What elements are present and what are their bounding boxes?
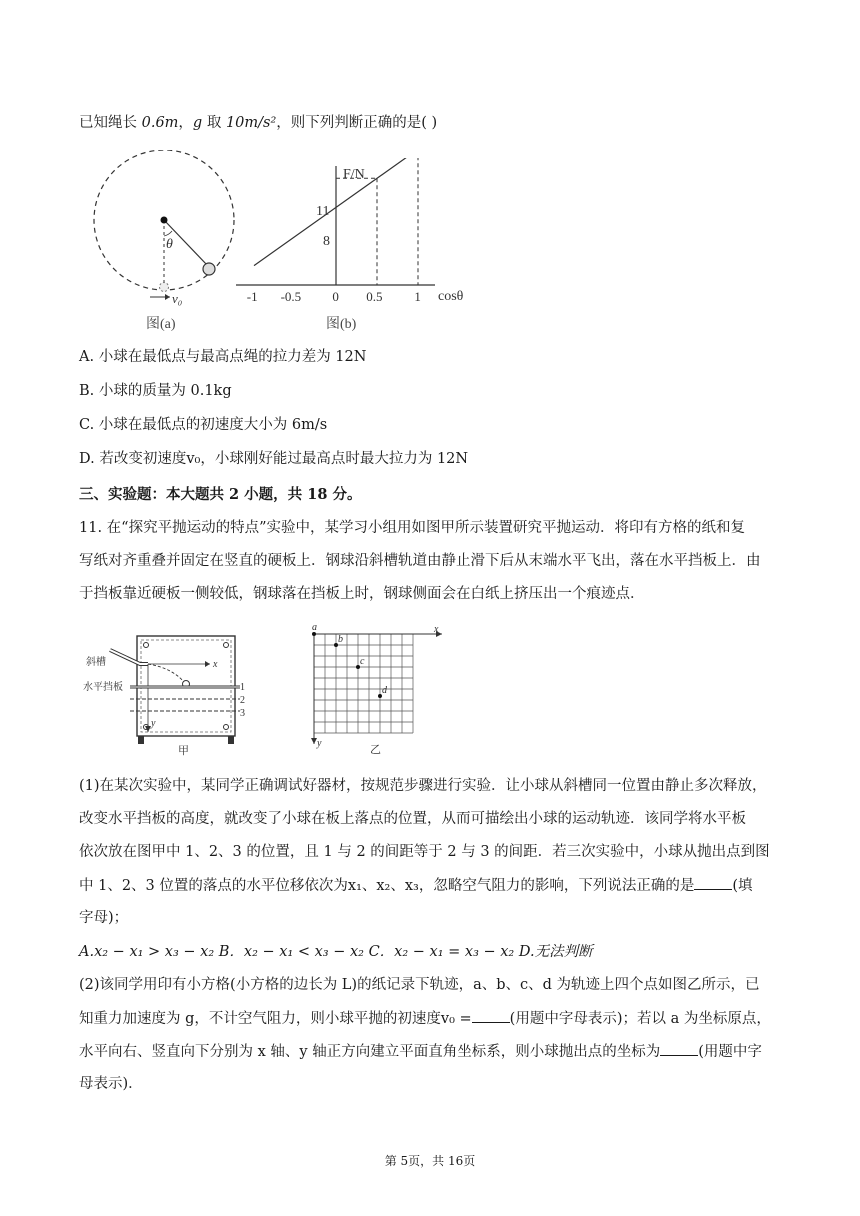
figure-a: [88, 150, 248, 335]
x-tick-label: 0.5: [366, 289, 383, 304]
jia-x-label: x: [213, 659, 218, 670]
figure-b-chart: [230, 158, 480, 336]
x-axis-label: cosθ: [438, 289, 464, 304]
question-stem: 已知绳长 0.6m，g 取 10m/s²，则下列判断正确的是( ): [79, 115, 438, 131]
caption-b: 图(b): [326, 317, 357, 332]
label-board: 水平挡板: [83, 682, 123, 693]
figure-jia: [80, 628, 250, 758]
p2-line-4: 母表示)．: [79, 1076, 143, 1092]
level-3: 3: [240, 708, 245, 719]
option-a: A. 小球在最低点与最高点绳的拉力差为 12N: [79, 349, 367, 365]
p1-choices: A.x₂ − x₁ > x₃ − x₂ B．x₂ − x₁ < x₃ − x₂ C．x₂ − x₁ = x₃ − x₂ D.无法判断: [79, 944, 593, 960]
caption-jia: 甲: [178, 745, 189, 757]
caption-yi: 乙: [370, 744, 381, 756]
caption-a: 图(a): [146, 317, 176, 332]
angle-label: θ: [166, 237, 173, 252]
p1-line-1: (1)在某次实验中，某同学正确调试好器材，按规范步骤进行实验．让小球从斜槽同一位置由静止多次释放，: [79, 778, 767, 794]
p1-line-2: 改变水平挡板的高度，就改变了小球在板上落点的位置，从而可描绘出小球的运动轨迹．该同学将水平板: [79, 811, 746, 827]
x-tick-label: 1: [414, 289, 421, 304]
q11-line-3: 于挡板靠近硬板一侧较低，钢球落在挡板上时，钢球侧面会在白纸上挤压出一个痕迹点．: [79, 586, 645, 602]
point-a: a: [312, 622, 317, 633]
yi-y-label: y: [317, 738, 322, 749]
point-d: d: [382, 685, 387, 696]
x-tick-label: -0.5: [280, 289, 302, 304]
point-b: b: [338, 634, 343, 645]
y-tick-8: 8: [323, 234, 330, 249]
p1-line-3: 依次放在图甲中 1、2、3 的位置，且 1 与 2 的间距等于 2 与 3 的间距．若三次实验中，小球从抛出点到图: [79, 844, 770, 860]
x-tick-label: 0: [332, 289, 339, 304]
option-c: C. 小球在最低点的初速度大小为 6m/s: [79, 417, 328, 433]
p2-line-3: 水平向右、竖直向下分别为 x 轴、y 轴正方向建立平面直角坐标系，则小球抛出点的坐标为 (用题中字: [79, 1041, 762, 1062]
figure-yi: [302, 622, 452, 758]
option-d: D. 若改变初速度v₀，小球刚好能过最高点时最大拉力为 12N: [79, 451, 469, 467]
option-b: B. 小球的质量为 0.1kg: [79, 383, 232, 399]
section-title: 三、实验题：本大题共 2 小题，共 18 分。: [79, 486, 362, 503]
y-tick-11: 11: [316, 204, 330, 219]
jia-y-label: y: [151, 718, 156, 729]
p1-line-5: 字母)；: [79, 910, 129, 926]
level-1: 1: [240, 682, 245, 693]
point-c: c: [360, 656, 365, 667]
yi-x-label: x: [434, 624, 439, 635]
v0-label: v₀: [172, 291, 183, 306]
p1-line-4: 中 1、2、3 位置的落点的水平位移依次为x₁、x₂、x₃，忽略空气阻力的影响，下列说法正确的是 (填: [79, 875, 753, 896]
level-2: 2: [240, 695, 245, 706]
q11-line-2: 写纸对齐重叠并固定在竖直的硬板上．钢球沿斜槽轨道由静止滑下后从末端水平飞出，落在水平挡板上．由: [79, 553, 761, 569]
q11-line-1: 11. 在“探究平抛运动的特点”实验中，某学习小组用如图甲所示装置研究平抛运动．将印有方格的纸和复: [79, 520, 745, 536]
answer-blank-2[interactable]: [472, 1008, 510, 1023]
page-footer: 第 5页，共 16页: [384, 1154, 476, 1168]
label-chute: 斜槽: [86, 657, 106, 668]
x-tick-label: -1: [246, 289, 258, 304]
p2-line-2: 知重力加速度为 g，不计空气阻力，则小球平抛的初速度v₀ = (用题中字母表示)；若以 a 为坐标原点，: [79, 1008, 771, 1029]
p2-line-1: (2)该同学用印有小方格(小方格的边长为 L)的纸记录下轨迹，a、b、c、d 为轨迹上四个点如图乙所示，已: [79, 977, 760, 993]
answer-blank-3[interactable]: [660, 1041, 698, 1056]
answer-blank-1[interactable]: [694, 875, 732, 890]
y-axis-label: F/N: [343, 167, 365, 182]
